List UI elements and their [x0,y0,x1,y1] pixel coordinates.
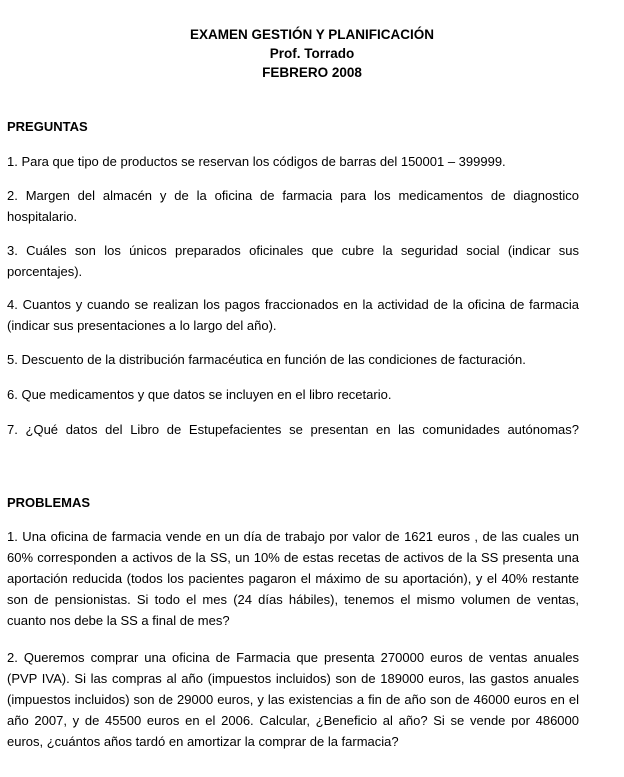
question-item-7: 7. ¿Qué datos del Libro de Estupefacientes se presentan en las comunidades autónomas? [7,422,579,437]
problems-heading: PROBLEMAS [7,495,91,510]
questions-heading: PREGUNTAS [7,119,88,134]
question-item-6: 6. Que medicamentos y que datos se incluyen en el libro recetario. [7,387,392,402]
problem-item-2: 2. Queremos comprar una oficina de Farmacia que presenta 270000 euros de ventas anuales (PVP IVA). Si las compras al año (impuestos incluidos) son de 189000 euros, las gastos anuales (impuestos incluidos) son de 29000 euros, y las existencias a fin de año son de 46000 euros en el año 2007, y de 45500 euros en el 2006. Calcular, ¿Beneficio al año? Si se vende por 486000 euros, ¿cuántos años tardó en amortizar la comprar de la farmacia? [7,650,579,749]
question-item-3: 3. Cuáles son los únicos preparados oficinales que cubre la seguridad social (indicar sus porcentajes). [7,243,579,279]
exam-title: EXAMEN GESTIÓN Y PLANIFICACIÓN [189,27,435,42]
professor-name: Prof. Torrado [269,46,355,61]
question-item-4: 4. Cuantos y cuando se realizan los pagos fraccionados en la actividad de la oficina de farmacia (indicar sus presentaciones a lo largo del año). [7,297,579,333]
question-item-1: 1. Para que tipo de productos se reservan los códigos de barras del 150001 – 399999. [7,154,506,169]
problem-item-1: 1. Una oficina de farmacia vende en un día de trabajo por valor de 1621 euros , de las cuales un 60% corresponden a activos de la SS, un 10% de estas recetas de activos de la SS presenta una aportación reducida (todos los pacientes pagaron el máximo de su aportación), y el 40% restante son de pensionistas. Si todo el mes (24 días hábiles), tenemos el mismo volumen de ventas, cuanto nos debe la SS a final de mes? [7,529,579,628]
question-item-2: 2. Margen del almacén y de la oficina de farmacia para los medicamentos de diagnostico hospitalario. [7,188,579,224]
exam-date: FEBRERO 2008 [262,65,362,80]
exam-header [0,25,624,82]
question-item-5: 5. Descuento de la distribución farmacéutica en función de las condiciones de facturación. [7,352,526,367]
